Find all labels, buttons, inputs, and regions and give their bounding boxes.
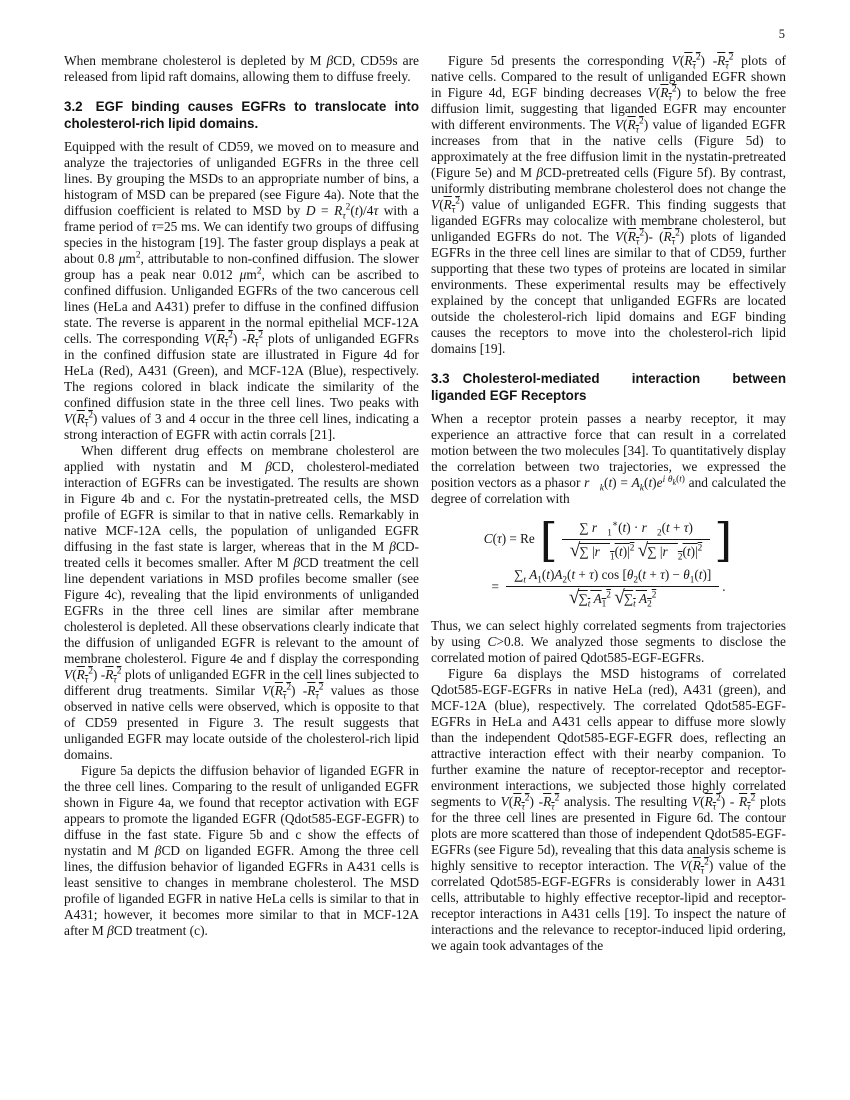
fraction-2 (506, 566, 719, 610)
page-number: 5 (778, 27, 785, 41)
para-figure6a-correlated: Figure 6a displays the MSD histograms of correlated Qdot585-EGF-EGFRs in native HeLa (red), A431 (green), and MCF-12A (blue), respectively. The correlated Qdot585-EGF-EGFRs in HeLa and A431 cells appear to diffuse more slowly than the independent Qdot585-EGF-EGFR does, reflecting an attractive interaction effect with their nearby companion. To further examine the nature of receptor-receptor and receptor-environment interactions, we subjected those highly correlated segments to $V(R_\tau^2)$ $-R_\tau^2$ analysis. The resulting $V(R_\tau^2) - R_\tau^2$ plots for the three cell lines are presented in Figure 6d. The contour plots are more scattered than those of independent Qdot585-EGF-EGFRs (see Figure 5d), revealing that this data analysis scheme is highly sensitive to receptor interaction. The $V(R_\tau^2)$ value of the correlated Qdot585-EGF-EGFRs is considerably lower in A431 cells, attributable to highly effective receptor-lipid and receptor-receptor interactions in A431 cells [19]. To inspect the nature of interactions and the relevance to receptor-induced lipid ordering, we again took advantages of the (431, 665, 786, 953)
para-figure5d-plots: Figure 5d presents the corresponding $V(R_\tau^2)$ $-R_\tau^2$ plots of native cells. Compared to the result of unliganded EGFR shown in Figure 4d, EGF binding decreases $V(R_\tau^2)$ to below the free diffusion limit, suggesting that liganded EGFR may encounter with different environments. The $V(R_\tau^2)$ value of liganded EGFR increases from that in the native cells (Figure 5d) to approximately at the free diffusion limit in the nystatin-pretreated (Figure 5e) and M βCD-pretreated cells (Figure 5f). By contrast, uniformly distributing membrane cholesterol does not change the $V(R_\tau^2)$ value of unliganded EGFR. This finding suggests that liganded EGFRs may colocalize with membrane cholesterol, but unliganded EGFRs do not. The $V(R_\tau^2)-$ $(R_\tau^2)$ plots of liganded EGFRs in the three cell lines are similar to that of CD59, further supporting that these two types of proteins are located in similar environments. These experimental results may be effectively explained by the concept that unliganded EGFRs are located outside the cholesterol-rich lipid domains and EGF binding causes the receptors to move into the cholesterol-rich lipid domains [19]. (431, 52, 786, 356)
section-number: 3.3 (431, 371, 450, 386)
section-number: 3.2 (64, 99, 83, 114)
fraction-2-denominator: $√\sum_t$ $A_1^2$ $√\sum_t$ $A_2^2$ (506, 586, 719, 607)
equation-line-2 (431, 566, 786, 610)
fraction-1 (562, 519, 711, 560)
fraction-1-denominator: √∑ $|r⃗_1(t)|^2$ √∑ $|r⃗_2(t)|^2$ (562, 539, 711, 560)
para-liganded-egfr-figure5a: Figure 5a depicts the diffusion behavior of liganded EGFR in the three cell lines. Comparing to the result of unliganded EGFR shown in Figure 4a, we found that receptor activation with EGF appears to promote the liganded EGFR (Qdot585-EGF-EGFR) to diffuse in the fast state. Figure 5b and c show the effects of nystatin and M βCD on liganded EGFR. Among the three cell lines, the diffusion behavior of liganded EGFRs in A431 cells is least sensitive to changes in membrane cholesterol. The MSD profile of liganded EGFR in native HeLa cells is similar to that in A431; however, it becomes more similar to that in MCF-12A after M βCD treatment (c). (64, 763, 419, 938)
two-column-layout (64, 53, 786, 954)
equation-line-1: C(τ) = Re [ $\frac{\sum r⃗_1^∗(t) \cdot r⃗_2(t + \tau)}{√\sum |r⃗_1(t)|^2 √\sum |r⃗_2(t)|^2}$ ] (483, 512, 733, 567)
equation-lhs: C(τ) = Re (483, 531, 535, 547)
section-title: EGF binding causes EGFRs to translocate into cholesterol-rich lipid domains. (64, 99, 419, 131)
para-drug-effects: When different drug effects on membrane cholesterol are applied with nystatin and M βCD, cholesterol-mediated interaction of EGFRs can be investigated. The results are shown in Figure 4b and c. For the nystatin-pretreated cells, the MSD profile of EGFR is similar to that in native cells. Remarkably in native MCF-12A cells, the population of unliganded EGFR diffusing in the fast state is larger, whereas that in the M βCD-treated cells it becomes smaller. After M βCD treatment the cell line dependent variations in MSD profiles become smaller (see Figure 4c), revealing that the lipid environments of unliganded EGFRs in the three cell lines are similar after membrane cholesterol is depleted. All these observations clearly indicate that the diffusion of unliganded EGFR is relevant to the amount of membrane cholesterol. Figure 4e and f display the corresponding $V(R_\tau^2)$ $-R_\tau^2$ plots of unliganded EGFR in the cell lines subjected to different drug treatments. Similar $V(R_\tau^2)$ $-R_\tau^2$ values as those observed in native cells were observed, which is opposite to that of CD59 presented in Figure 3. The result suggests that unliganded EGFR may locate outside of the cholesterol-rich lipid domains. (64, 443, 419, 762)
correlation-equation (431, 512, 786, 610)
para-receptor-phasor: When a receptor protein passes a nearby receptor, it may experience an attractive force that can result in a correlated motion between the two molecules [34]. To quantitatively display the correlation between two trajectories, we expressed the position vectors as a phasor $r⃗_k(t) = A_k(t)e^{i \theta_k(t)}$ and calculated the degree of correlation with (431, 411, 787, 506)
para-unliganded-egfr-msd: Equipped with the result of CD59, we moved on to measure and analyze the trajectories of unliganded EGFRs in the three cell lines. By grouping the MSDs to an appropriate number of bins, a histogram of MSD can be prepared (see Figure 4a). Note that the diffusion coefficient is related to MSD by $D = R_\tau^2(t)/4\tau$ with a frame period of τ=25 ms. We can identify two groups of diffusing species in the histogram [19]. The faster group displays a peak at about 0.8 $\mu m^2$, attributable to non-confined diffusion. The slower group has a peak near 0.012 $\mu m^2$, which can be ascribed to confined diffusion. Unliganded EGFRs of the two cancerous cell lines (HeLa and A431) prefer to diffuse in the confined diffusion state. The reverse is apparent in the normal epithelial MCF-12A cells. The corresponding $V(R_\tau^2)$ $-R_\tau^2$ plots of unliganded EGFRs in the confined diffusion state are illustrated in Figure 4d for HeLa (Red), A431 (Green), and MCF-12A (Blue), respectively. The regions colored in black indicate the similarity of the confined diffusion state in the three cell lines. Two peaks with $V(R_\tau^2)$ values of 3 and 4 occur in the three cell lines, indicating a strong interaction of EGFR with actin corrals [21]. (64, 139, 420, 442)
right-column (431, 53, 786, 954)
para-cd59-release: When membrane cholesterol is depleted by M βCD, CD59s are released from lipid raft domains, allowing them to diffuse freely. (64, 53, 419, 84)
section-title: Cholesterol-mediated interaction between liganded EGF Receptors (431, 371, 786, 403)
left-column (64, 53, 419, 954)
para-correlated-segments: Thus, we can select highly correlated segments from trajectories by using C>0.8. We analyzed those segments to disclose the correlated motion of paired Qdot585-EGF-EGFRs. (431, 617, 787, 665)
equals-sign: = (491, 578, 499, 594)
equation-period: . (722, 578, 726, 594)
fraction-1-numerator: ∑ $r⃗_1^∗(t)$ · $r⃗_2(t + \tau)$ (579, 518, 693, 538)
section-heading-3-3 (431, 370, 786, 404)
section-heading-3-2 (64, 98, 419, 132)
fraction-2-numerator: $\sum_t$ $A_1(t)A_2(t + \tau)$ $\cos [\theta_2(t + \tau) - \theta_1(t)]$ (513, 567, 712, 585)
